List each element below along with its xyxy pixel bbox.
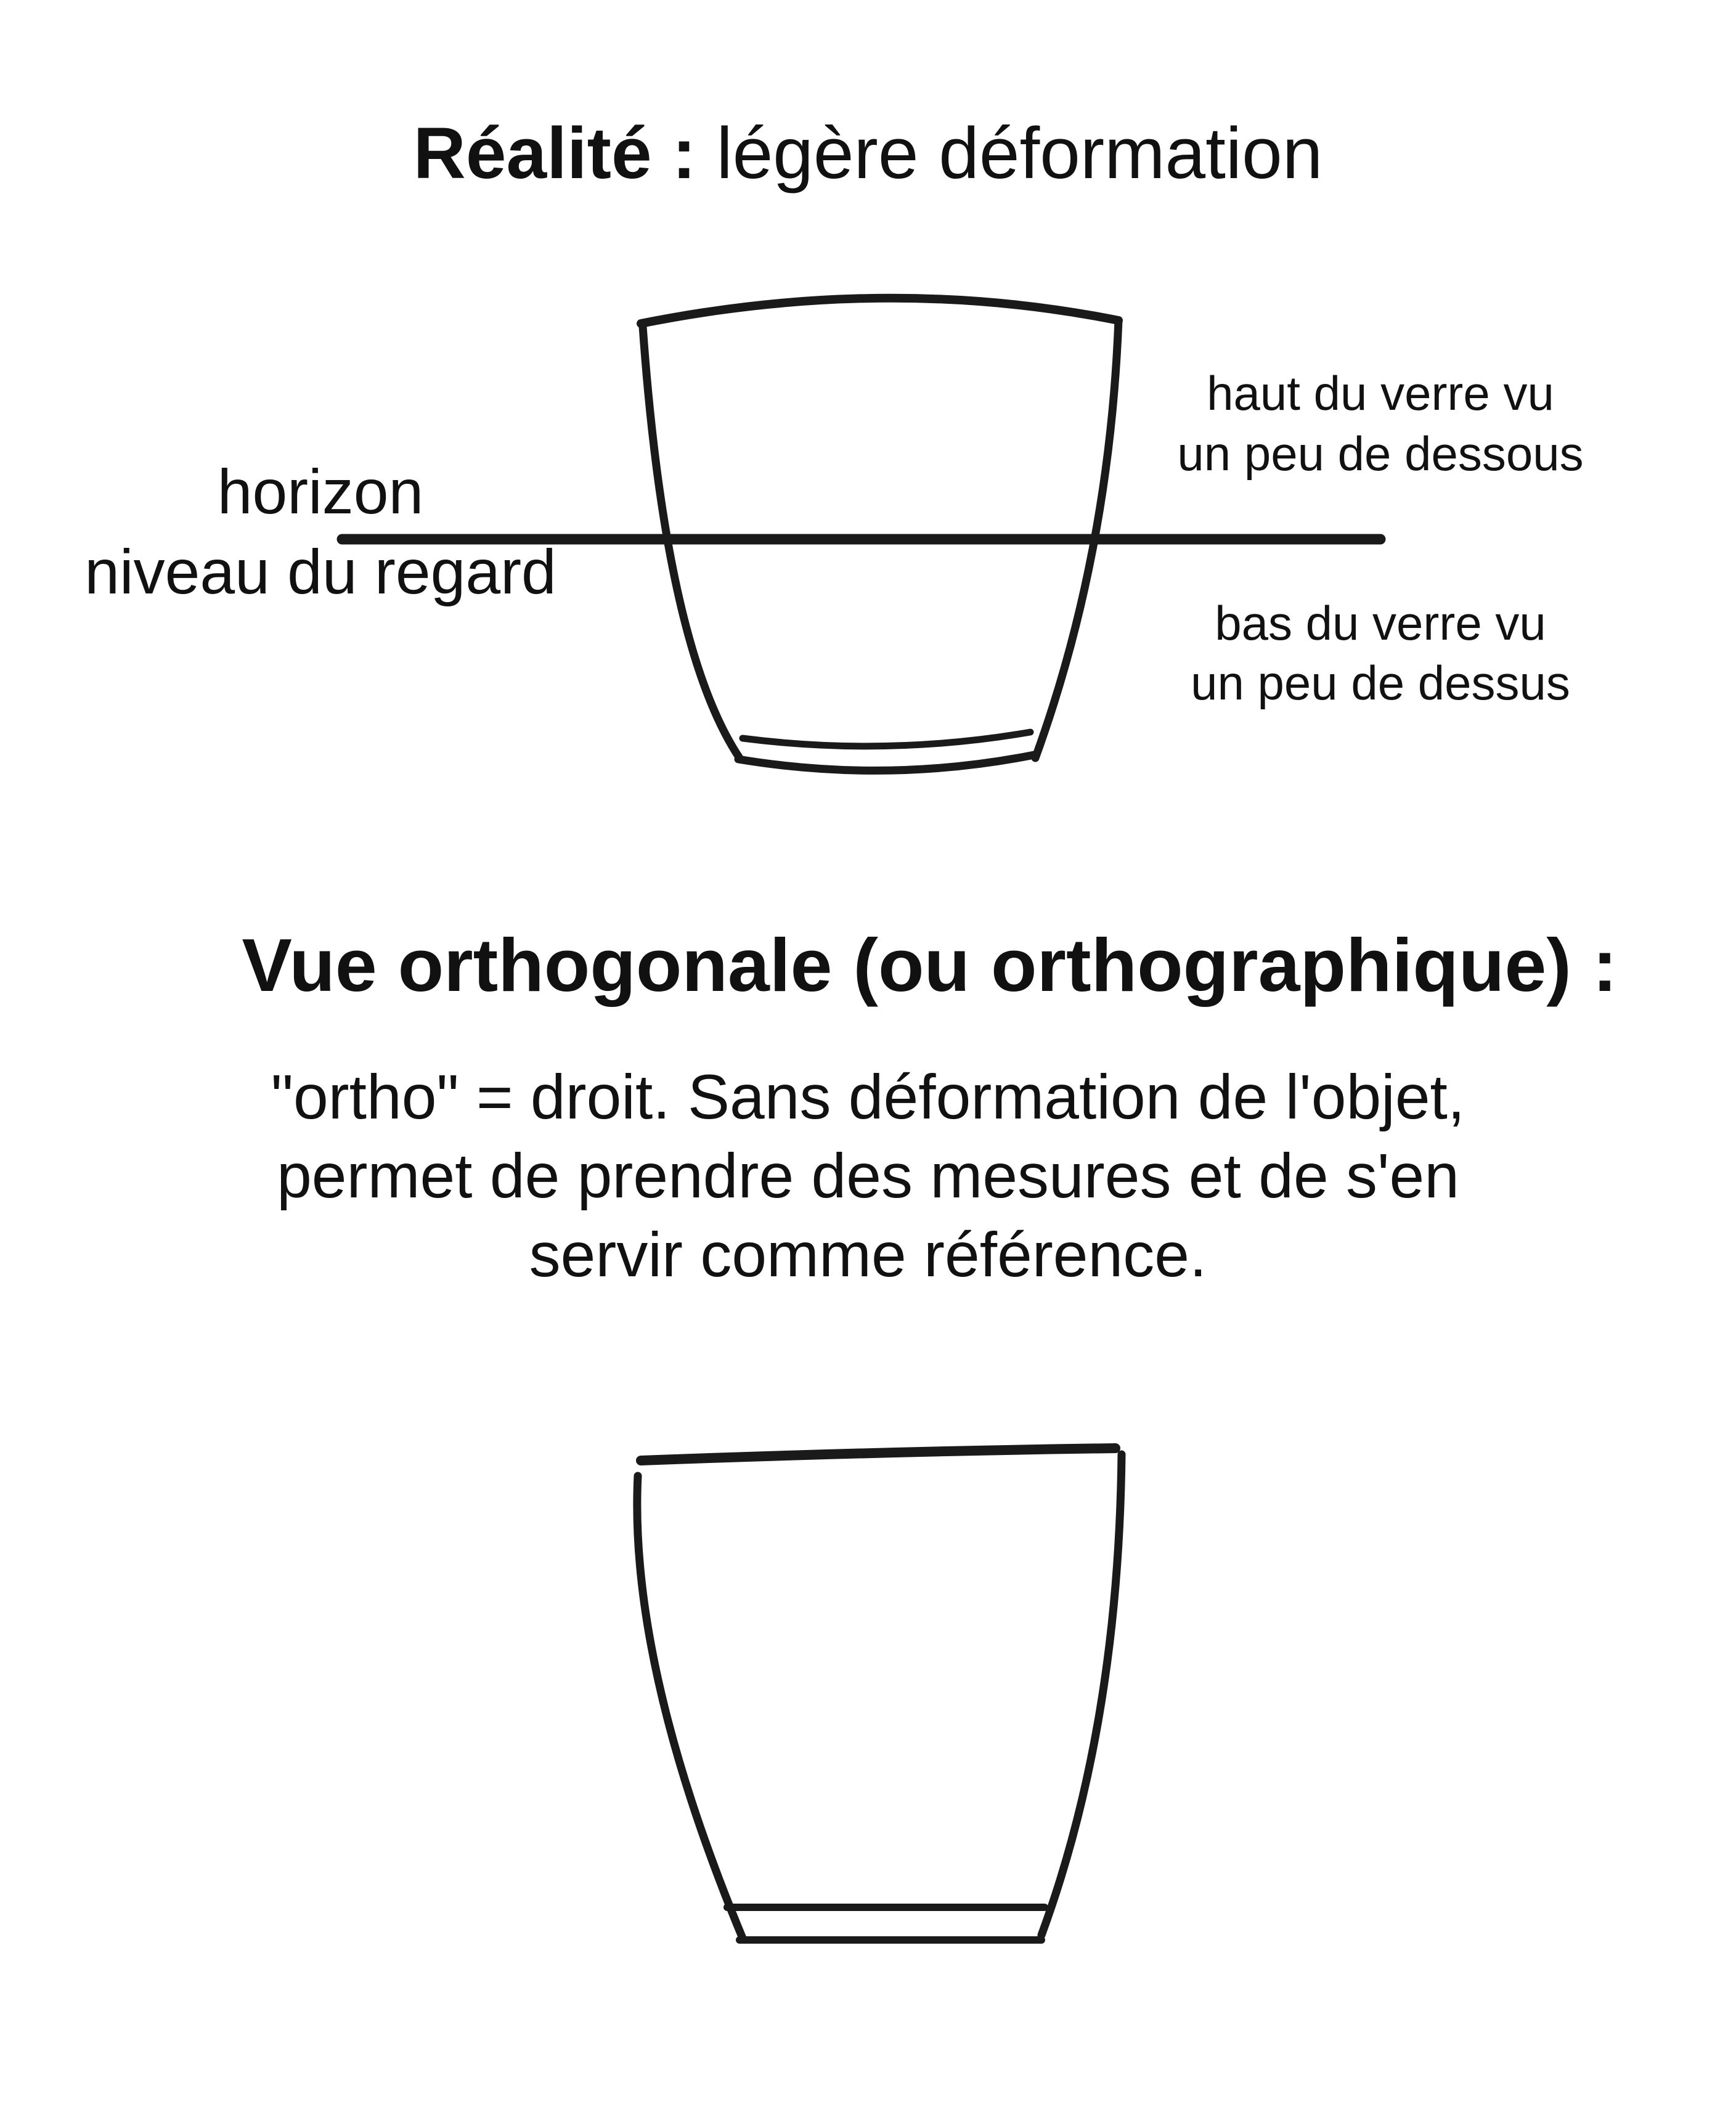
description-line2: permet de prendre des mesures et de s'en	[277, 1141, 1459, 1211]
orthographic-glass	[637, 1448, 1122, 1940]
description-line3: servir comme référence.	[529, 1220, 1207, 1290]
title-reality	[0, 111, 1736, 197]
orthographic-glass-left-wall	[637, 1476, 743, 1938]
horizon-label-line2: niveau du regard	[84, 537, 556, 607]
title-reality-bold: Réalité :	[413, 113, 696, 194]
bottom-note-line1: bas du verre vu	[1215, 596, 1546, 650]
top-note-line1: haut du verre vu	[1207, 366, 1554, 420]
horizon-label-line1: horizon	[217, 457, 424, 527]
description-line1: "ortho" = droit. Sans déformation de l'objet,	[271, 1062, 1465, 1132]
title-reality-normal: légère déformation	[696, 113, 1323, 194]
perspective-glass-rim	[641, 298, 1119, 324]
bottom-note-line2: un peu de dessus	[1191, 656, 1570, 710]
perspective-glass-base-upper	[743, 732, 1030, 746]
perspective-glass-base-lower	[738, 755, 1034, 770]
orthographic-glass-right-wall	[1041, 1454, 1122, 1935]
title-orthographic: Vue orthogonale (ou orthographique) :	[242, 923, 1618, 1007]
top-note-line2: un peu de dessous	[1177, 426, 1584, 481]
orthographic-glass-rim	[641, 1448, 1115, 1461]
